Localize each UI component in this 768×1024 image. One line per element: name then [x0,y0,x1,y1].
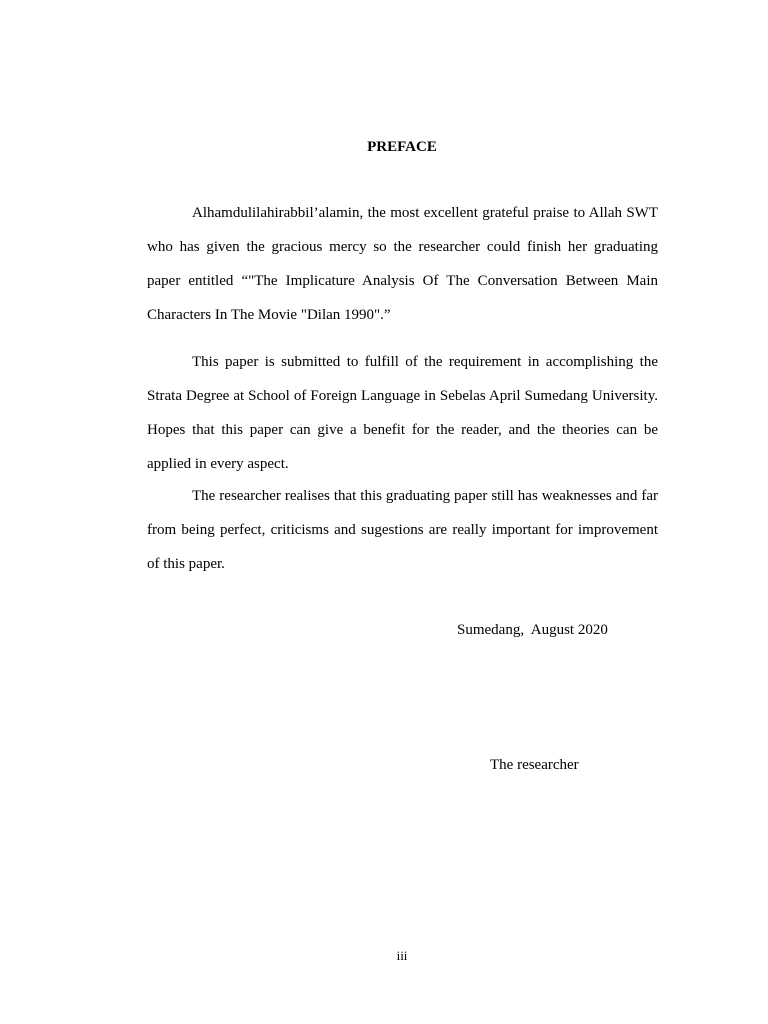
place-date: Sumedang, August 2020 [457,622,608,638]
preface-paragraph-3: The researcher realises that this graduating paper still has weaknesses and far from being perfect, criticisms and sugestions are really important for improvement of this paper. [147,488,658,572]
preface-paragraph-2: This paper is submitted to fulfill of the requirement in accomplishing the Strata Degree at School of Foreign Language in Sebelas April Sumedang University. Hopes that this paper can give a benefit for the reader, and the theories can be applied in every aspect. [147,354,658,472]
signer: The researcher [490,757,579,773]
preface-paragraph-1: Alhamdulilahirabbil’alamin, the most excellent grateful praise to Allah SWT who has given the gracious mercy so the researcher could finish her graduating paper entitled “"The Implicature Analysis Of The Conversation Between Main Characters In The Movie "Dilan 1990".” [147,205,658,323]
page-number: iii [396,948,408,963]
page-title: PREFACE [367,139,437,155]
